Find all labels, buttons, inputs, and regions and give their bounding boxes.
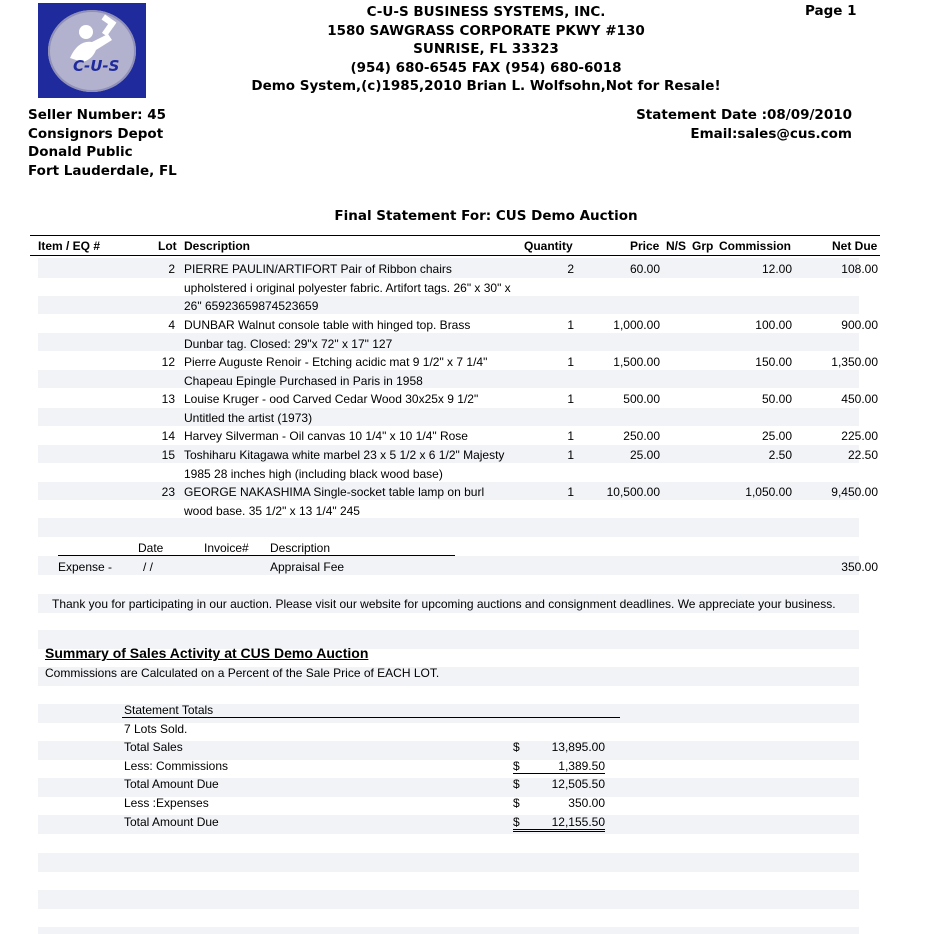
demo-notice: Demo System,(c)1985,2010 Brian L. Wolfsohn,Not for Resale! — [251, 78, 721, 94]
header-rule-top — [30, 235, 880, 236]
lot-number: 23 — [161, 485, 175, 499]
item-description: 1985 28 inches high (including black wood base) — [184, 466, 443, 481]
totals-amount-cell — [513, 740, 605, 754]
statement-meta — [560, 106, 852, 143]
lot-number: 2 — [168, 262, 175, 276]
row-band — [38, 408, 859, 426]
thank-you-message: Thank you for participating in our auction. Please visit our website for upcoming auctions and consignment deadlines. We appreciate your business. — [52, 597, 836, 611]
item-net-due: 450.00 — [841, 392, 878, 406]
item-commission: 50.00 — [761, 392, 792, 406]
expense-amount: 350.00 — [841, 560, 878, 574]
item-commission: 150.00 — [755, 355, 792, 369]
item-commission: 12.00 — [761, 262, 792, 276]
item-price: 60.00 — [629, 262, 660, 276]
col-quantity: Quantity — [524, 239, 573, 253]
statement-date: Statement Date :08/09/2010 — [636, 107, 852, 123]
currency-symbol: $ — [513, 796, 520, 810]
totals-amount: 12,505.50 — [551, 777, 605, 791]
item-description: Dunbar tag. Closed: 29"x 72" x 17" 127 — [184, 336, 393, 351]
expense-rule — [58, 555, 455, 556]
item-description: PIERRE PAULIN/ARTIFORT Pair of Ribbon chairs — [184, 262, 452, 276]
item-quantity: 1 — [567, 318, 574, 332]
totals-label: Less :Expenses — [124, 796, 209, 810]
item-net-due: 1,350.00 — [831, 355, 878, 369]
company-logo — [38, 3, 146, 98]
item-price: 250.00 — [623, 429, 660, 443]
totals-header: Statement Totals — [124, 703, 214, 717]
row-band — [38, 853, 859, 872]
totals-label: Total Sales — [124, 740, 183, 754]
item-net-due: 225.00 — [841, 429, 878, 443]
item-description: upholstered i original polyester fabric. Artifort tags. 26" x 30" x — [184, 280, 511, 295]
lot-number: 14 — [161, 429, 175, 443]
item-description: 26" 65923659874523659 — [184, 299, 319, 313]
lot-number: 15 — [161, 448, 175, 462]
seller-number: Seller Number: 45 — [28, 107, 166, 123]
expense-description: Appraisal Fee — [270, 560, 345, 574]
totals-amount: 13,895.00 — [551, 740, 605, 754]
totals-label: Total Amount Due — [124, 777, 219, 791]
item-price: 25.00 — [629, 448, 660, 462]
totals-amount-cell — [513, 777, 605, 791]
item-description: Untitled the artist (1973) — [184, 410, 313, 425]
statement-title: Final Statement For: CUS Demo Auction — [334, 208, 638, 224]
item-net-due: 108.00 — [841, 262, 878, 276]
item-description: GEORGE NAKASHIMA Single-socket table lamp on burl — [184, 485, 485, 499]
col-commission: Commission — [719, 239, 792, 253]
item-price: 500.00 — [623, 392, 660, 406]
item-commission: 100.00 — [755, 318, 792, 332]
col-ns: N/S — [666, 239, 687, 253]
item-price: 10,500.00 — [606, 485, 660, 499]
totals-amount: 12,155.50 — [551, 815, 605, 829]
row-band — [38, 556, 859, 575]
totals-amount: 1,389.50 — [558, 759, 605, 773]
currency-symbol: $ — [513, 777, 520, 791]
company-phone: (954) 680-6545 FAX (954) 680-6018 — [350, 59, 622, 76]
col-price: Price — [630, 239, 660, 253]
item-price: 1,500.00 — [613, 355, 660, 369]
item-quantity: 1 — [567, 355, 574, 369]
expense-col-description: Description — [270, 541, 331, 555]
totals-amount-cell — [513, 759, 605, 774]
col-description: Description — [184, 239, 251, 253]
logo-emblem — [48, 10, 136, 92]
currency-symbol: $ — [513, 815, 520, 829]
item-description: Toshiharu Kitagawa white marbel 23 x 5 1/2 x 6 1/2" Majesty — [184, 448, 505, 462]
company-city: SUNRISE, FL 33323 — [413, 41, 559, 57]
item-quantity: 1 — [567, 485, 574, 499]
totals-amount-cell — [513, 815, 605, 832]
col-lot: Lot — [158, 239, 177, 253]
seller-city: Fort Lauderdale, FL — [28, 162, 177, 179]
page-number: Page 1 — [805, 3, 857, 19]
item-description: Harvey Silverman - Oil canvas 10 1/4" x 10 1/4" Rose — [184, 429, 468, 443]
expense-col-invoice: Invoice# — [204, 541, 249, 555]
item-description: DUNBAR Walnut console table with hinged top. Brass — [184, 318, 471, 332]
item-description: Louise Kruger - ood Carved Cedar Wood 30x25x 9 1/2" — [184, 392, 479, 406]
item-description: Chapeau Epingle Purchased in Paris in 1958 — [184, 373, 423, 388]
currency-symbol: $ — [513, 740, 520, 754]
item-quantity: 1 — [567, 448, 574, 462]
summary-title: Summary of Sales Activity at CUS Demo Auction — [45, 645, 369, 661]
lots-sold: 7 Lots Sold. — [124, 722, 188, 736]
seller-block — [28, 106, 177, 180]
row-band — [38, 296, 859, 314]
company-header — [246, 3, 726, 96]
company-name: C-U-S BUSINESS SYSTEMS, INC. — [366, 4, 606, 20]
row-band — [38, 927, 859, 934]
item-net-due: 9,450.00 — [831, 485, 878, 499]
col-item: Item / EQ # — [38, 239, 101, 253]
item-net-due: 900.00 — [841, 318, 878, 332]
item-commission: 1,050.00 — [745, 485, 792, 499]
seller-contact: Donald Public — [28, 144, 133, 160]
item-price: 1,000.00 — [613, 318, 660, 332]
item-quantity: 2 — [567, 262, 574, 276]
item-quantity: 1 — [567, 429, 574, 443]
lot-number: 12 — [161, 355, 175, 369]
row-band — [38, 518, 859, 537]
expense-col-date: Date — [138, 541, 164, 555]
totals-amount: 350.00 — [568, 796, 605, 810]
totals-rule — [122, 717, 620, 718]
header-rule-bottom — [30, 255, 880, 256]
seller-name: Consignors Depot — [28, 125, 164, 142]
row-band — [38, 890, 859, 909]
item-net-due: 22.50 — [847, 448, 878, 462]
column-headers — [0, 239, 931, 255]
totals-label: Less: Commissions — [124, 759, 229, 773]
item-commission: 2.50 — [768, 448, 792, 462]
statement-email: Email:sales@cus.com — [690, 125, 852, 142]
auctioneer-figure-icon — [48, 10, 136, 92]
lot-number: 4 — [168, 318, 175, 332]
company-address: 1580 SAWGRASS CORPORATE PKWY #130 — [327, 22, 645, 39]
col-net-due: Net Due — [832, 239, 878, 253]
item-description: wood base. 35 1/2" x 13 1/4" 245 — [184, 503, 360, 518]
lot-number: 13 — [161, 392, 175, 406]
totals-amount-cell — [513, 796, 605, 810]
item-commission: 25.00 — [761, 429, 792, 443]
expense-label: Expense - — [58, 560, 113, 574]
summary-note: Commissions are Calculated on a Percent of the Sale Price of EACH LOT. — [45, 666, 440, 680]
currency-symbol: $ — [513, 759, 520, 773]
item-quantity: 1 — [567, 392, 574, 406]
col-grp: Grp — [692, 239, 714, 253]
item-description: Pierre Auguste Renoir - Etching acidic mat 9 1/2" x 7 1/4" — [184, 355, 488, 369]
row-band — [38, 370, 859, 388]
logo-text: C-U-S — [73, 56, 120, 75]
totals-label: Total Amount Due — [124, 815, 219, 829]
row-band — [38, 333, 859, 351]
expense-date: / / — [143, 560, 154, 574]
